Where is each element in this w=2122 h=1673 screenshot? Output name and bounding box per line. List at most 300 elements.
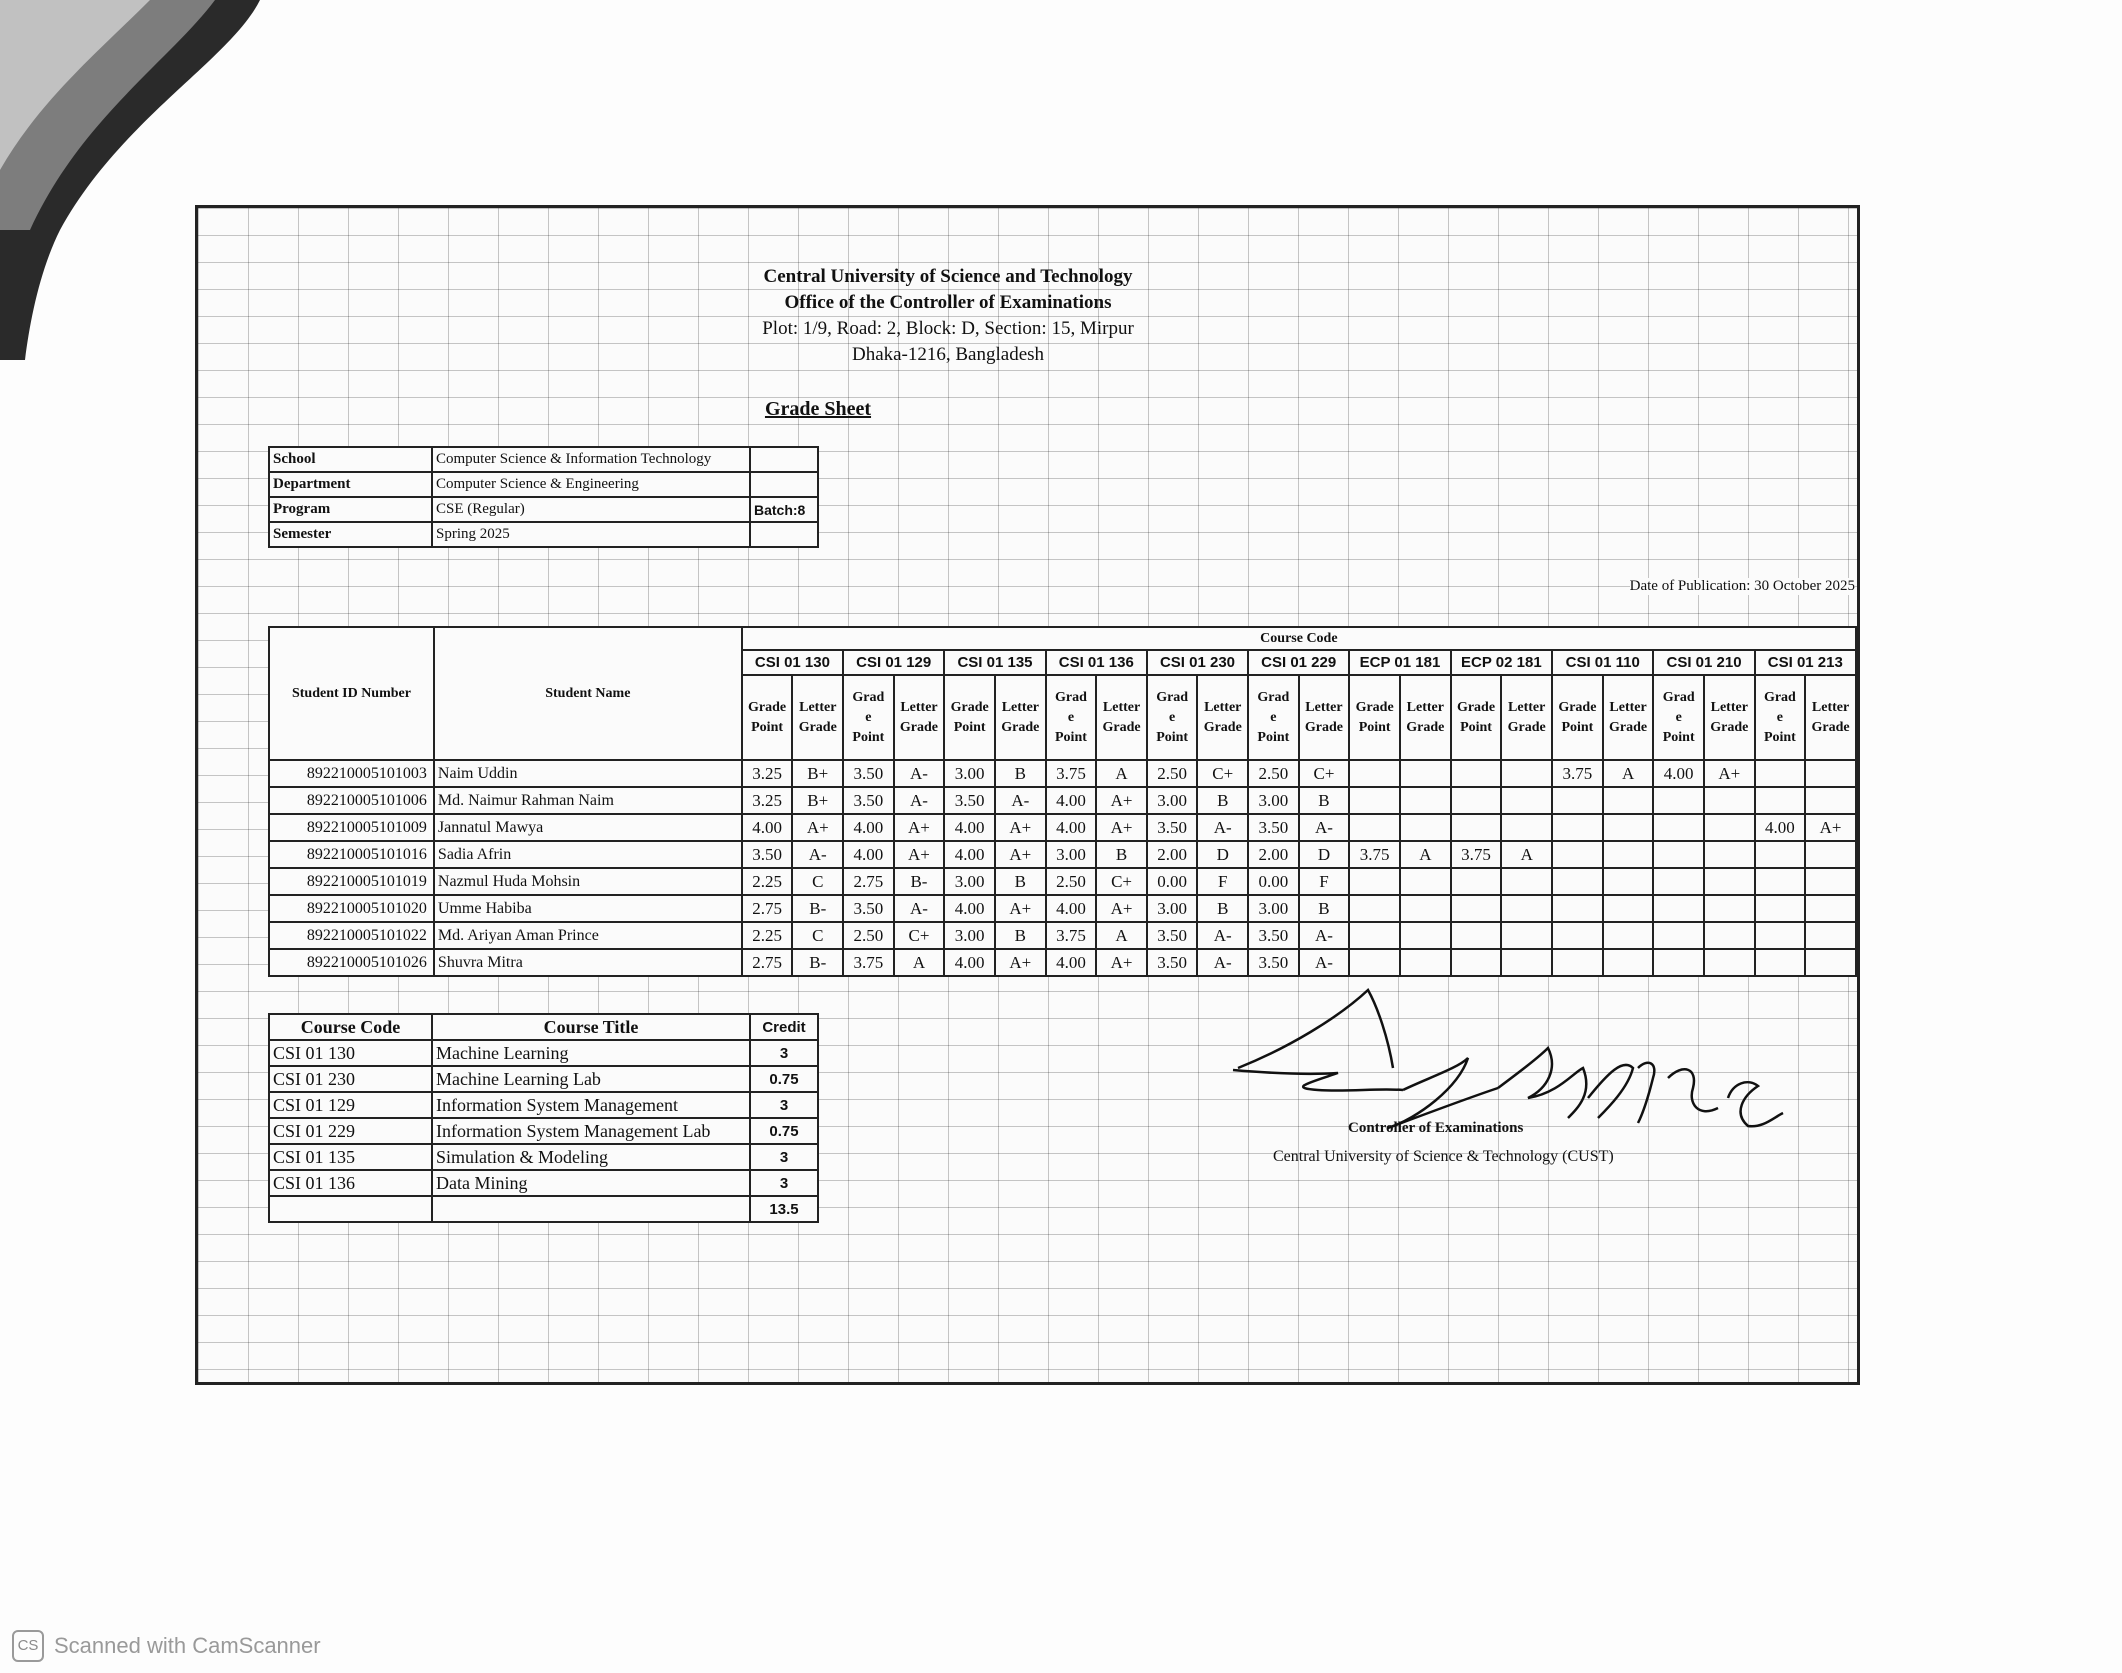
controller-title: Controller of Examinations xyxy=(1348,1120,1524,1136)
grade-point-cell: 2.00 xyxy=(1147,841,1198,868)
letter-grade-cell: A+ xyxy=(1805,814,1856,841)
grade-point-cell xyxy=(1349,895,1400,922)
grade-sheet xyxy=(195,205,1860,1385)
sub-header-word: Point xyxy=(1055,729,1087,745)
sub-header-word: Grade xyxy=(798,719,837,735)
student-id: 892210005101026 xyxy=(269,949,434,976)
grade-point-cell: 3.00 xyxy=(944,922,995,949)
total-credit: 13.5 xyxy=(750,1196,818,1222)
course-code-2: CSI 01 135 xyxy=(944,650,1045,675)
grade-point-cell xyxy=(1653,949,1704,976)
grade-point-cell xyxy=(1755,949,1806,976)
sub-header-word: Grade xyxy=(950,699,989,715)
course-credit: 0.75 xyxy=(750,1118,818,1144)
grade-point-cell: 4.00 xyxy=(1653,760,1704,787)
sub-header-word: Letter xyxy=(799,699,837,715)
student-name-header: Student Name xyxy=(434,627,742,760)
course-title: Information System Management xyxy=(432,1092,750,1118)
grade-point-header xyxy=(742,675,793,760)
letter-grade-cell xyxy=(1400,814,1451,841)
letter-grade-cell xyxy=(1501,922,1552,949)
table-row xyxy=(269,787,1856,814)
course-code-8: CSI 01 110 xyxy=(1552,650,1653,675)
course-title: Machine Learning Lab xyxy=(432,1066,750,1092)
letter-grade-cell xyxy=(1704,922,1755,949)
grade-point-header xyxy=(1147,675,1198,760)
letter-grade-cell: C+ xyxy=(894,922,945,949)
letter-grade-header xyxy=(1400,675,1451,760)
grade-point-cell: 3.50 xyxy=(944,787,995,814)
sub-header-word: Grad xyxy=(852,689,885,705)
letter-grade-cell xyxy=(1501,787,1552,814)
grade-point-cell: 2.75 xyxy=(843,868,894,895)
grade-point-cell: 2.25 xyxy=(742,922,793,949)
sub-header-word: Letter xyxy=(1710,699,1748,715)
letter-grade-header xyxy=(1299,675,1350,760)
grade-point-cell: 4.00 xyxy=(1046,787,1097,814)
grade-point-header xyxy=(1552,675,1603,760)
letter-grade-header xyxy=(1704,675,1755,760)
sub-header-word: Grade xyxy=(1102,719,1141,735)
letter-grade-header xyxy=(894,675,945,760)
grade-point-cell xyxy=(1349,787,1400,814)
grade-point-cell xyxy=(1552,841,1603,868)
letter-grade-cell: B xyxy=(995,760,1046,787)
sub-header-word: Grade xyxy=(1811,719,1850,735)
letter-grade-cell xyxy=(1805,787,1856,814)
course-code: CSI 01 129 xyxy=(269,1092,432,1118)
letter-grade-header xyxy=(1501,675,1552,760)
letter-grade-cell xyxy=(1603,895,1654,922)
sub-header-word: Point xyxy=(1460,719,1492,735)
sub-header-word: e xyxy=(1776,709,1783,725)
letter-grade-cell: A- xyxy=(1299,814,1350,841)
grade-point-cell xyxy=(1451,787,1502,814)
sub-header-word: e xyxy=(865,709,872,725)
sub-header-word: e xyxy=(1169,709,1176,725)
grade-point-cell: 2.25 xyxy=(742,868,793,895)
sub-header-word: Grade xyxy=(1304,719,1343,735)
sub-header-word: Grade xyxy=(899,719,939,735)
semester-value: Spring 2025 xyxy=(432,522,750,547)
sub-header-word: e xyxy=(1067,709,1075,725)
grade-point-cell: 3.50 xyxy=(1147,814,1198,841)
grade-point-header xyxy=(1755,675,1806,760)
grade-point-header xyxy=(1046,675,1097,760)
student-name: Umme Habiba xyxy=(434,895,742,922)
grade-point-cell: 3.75 xyxy=(1046,922,1097,949)
course-title: Data Mining xyxy=(432,1170,750,1196)
letter-grade-cell: A- xyxy=(894,760,945,787)
student-name: Md. Ariyan Aman Prince xyxy=(434,922,742,949)
letter-grade-cell: A+ xyxy=(894,814,945,841)
sub-header-word: Grade xyxy=(1609,719,1648,735)
letter-grade-cell xyxy=(1400,922,1451,949)
letter-grade-cell: F xyxy=(1197,868,1248,895)
letter-grade-cell: A+ xyxy=(1704,760,1755,787)
grade-point-cell: 2.75 xyxy=(742,949,793,976)
grade-point-cell: 3.25 xyxy=(742,787,793,814)
grade-point-header xyxy=(843,675,894,760)
grade-point-cell: 4.00 xyxy=(742,814,793,841)
letter-grade-cell: A- xyxy=(1197,922,1248,949)
letter-grade-cell: B xyxy=(1299,895,1350,922)
letter-grade-cell: A+ xyxy=(792,814,843,841)
letter-grade-cell xyxy=(1704,787,1755,814)
student-id: 892210005101006 xyxy=(269,787,434,814)
course-code: CSI 01 130 xyxy=(269,1040,432,1066)
student-name: Md. Naimur Rahman Naim xyxy=(434,787,742,814)
table-row xyxy=(269,868,1856,895)
letter-grade-cell xyxy=(1400,868,1451,895)
letter-grade-cell xyxy=(1603,949,1654,976)
letter-grade-cell: B- xyxy=(792,949,843,976)
sub-header-word: Point xyxy=(953,719,986,735)
course-code: CSI 01 136 xyxy=(269,1170,432,1196)
letter-grade-cell: A- xyxy=(1299,922,1350,949)
course-code: CSI 01 229 xyxy=(269,1118,432,1144)
letter-grade-cell: A xyxy=(1501,841,1552,868)
sub-header-word: Letter xyxy=(1305,699,1343,715)
letter-grade-cell: A+ xyxy=(1096,814,1147,841)
letter-grade-header xyxy=(1805,675,1856,760)
grade-point-cell: 3.50 xyxy=(1248,949,1299,976)
grade-point-header xyxy=(1653,675,1704,760)
letter-grade-cell: A xyxy=(894,949,945,976)
letter-grade-cell xyxy=(1805,949,1856,976)
letter-grade-cell: C xyxy=(792,868,843,895)
letter-grade-cell: F xyxy=(1299,868,1350,895)
letter-grade-cell: C+ xyxy=(1096,868,1147,895)
letter-grade-cell xyxy=(1400,895,1451,922)
letter-grade-cell: A xyxy=(1096,760,1147,787)
letter-grade-cell: A+ xyxy=(995,814,1046,841)
letter-grade-cell: A xyxy=(1603,760,1654,787)
grade-point-cell: 4.00 xyxy=(1755,814,1806,841)
letter-grade-cell xyxy=(1704,895,1755,922)
batch-value: Batch:8 xyxy=(750,497,818,522)
school-value: Computer Science & Information Technology xyxy=(432,447,750,472)
grade-point-cell: 3.00 xyxy=(1248,787,1299,814)
course-code-header: Course Code xyxy=(742,627,1856,650)
address-line-2: Dhaka-1216, Bangladesh xyxy=(851,344,1045,365)
grade-point-cell: 3.75 xyxy=(1552,760,1603,787)
sub-header-word: Point xyxy=(852,729,885,745)
letter-grade-cell: B xyxy=(995,922,1046,949)
grade-point-cell xyxy=(1451,814,1502,841)
sub-header-word: Letter xyxy=(1102,699,1141,715)
grade-point-cell xyxy=(1552,922,1603,949)
course-credit: 0.75 xyxy=(750,1066,818,1092)
sub-header-word: Letter xyxy=(900,699,938,715)
grade-point-cell xyxy=(1349,949,1400,976)
sub-header-word: Grad xyxy=(1257,689,1290,705)
letter-grade-cell xyxy=(1400,949,1451,976)
table-row xyxy=(269,1040,818,1066)
student-id: 892210005101022 xyxy=(269,922,434,949)
letter-grade-cell: A xyxy=(1400,841,1451,868)
letter-grade-cell: B- xyxy=(792,895,843,922)
letter-grade-cell: C xyxy=(792,922,843,949)
student-name: Nazmul Huda Mohsin xyxy=(434,868,742,895)
grade-point-cell xyxy=(1755,760,1806,787)
grade-point-cell: 3.50 xyxy=(742,841,793,868)
letter-grade-cell xyxy=(1704,814,1755,841)
sub-header-word: Grade xyxy=(1203,719,1242,735)
course-code-7: ECP 02 181 xyxy=(1451,650,1552,675)
table-row xyxy=(269,1144,818,1170)
letter-grade-cell: A- xyxy=(1299,949,1350,976)
letter-grade-cell xyxy=(1805,841,1856,868)
letter-grade-header xyxy=(995,675,1046,760)
grade-point-header xyxy=(1349,675,1400,760)
grade-point-cell: 4.00 xyxy=(1046,895,1097,922)
grade-point-cell: 3.00 xyxy=(1046,841,1097,868)
sub-header-word: Grade xyxy=(1001,719,1040,735)
sub-header-word: Grade xyxy=(748,699,787,715)
letter-grade-cell: A- xyxy=(995,787,1046,814)
grade-point-cell: 0.00 xyxy=(1147,868,1198,895)
student-id: 892210005101016 xyxy=(269,841,434,868)
grade-point-cell xyxy=(1755,868,1806,895)
program-label: Program xyxy=(269,497,432,522)
office-name: Office of the Controller of Examinations xyxy=(784,292,1112,313)
sub-header-word: Letter xyxy=(1811,699,1850,715)
table-row xyxy=(269,814,1856,841)
sub-header-word: Point xyxy=(1156,729,1189,745)
course-code-5: CSI 01 229 xyxy=(1248,650,1349,675)
letter-grade-cell: C+ xyxy=(1197,760,1248,787)
grade-point-cell: 3.00 xyxy=(944,760,995,787)
course-code-4: CSI 01 230 xyxy=(1147,650,1248,675)
grade-point-cell xyxy=(1451,868,1502,895)
letter-grade-cell xyxy=(1603,787,1654,814)
letter-grade-cell: A- xyxy=(792,841,843,868)
grade-point-cell xyxy=(1552,868,1603,895)
grade-point-cell: 4.00 xyxy=(944,841,995,868)
grade-point-cell: 4.00 xyxy=(843,841,894,868)
course-code-0: CSI 01 130 xyxy=(742,650,843,675)
grade-point-cell xyxy=(1552,814,1603,841)
course-credit: 3 xyxy=(750,1170,818,1196)
sub-header-word: Grade xyxy=(1558,699,1597,715)
grade-point-cell: 3.75 xyxy=(1046,760,1097,787)
student-name: Sadia Afrin xyxy=(434,841,742,868)
letter-grade-cell: A- xyxy=(1197,949,1248,976)
grades-table xyxy=(268,626,1857,977)
course-credit: 3 xyxy=(750,1092,818,1118)
grade-point-cell: 4.00 xyxy=(843,814,894,841)
letter-grade-cell: B xyxy=(1299,787,1350,814)
grade-point-cell xyxy=(1349,922,1400,949)
course-credit: 3 xyxy=(750,1144,818,1170)
letter-grade-cell: A+ xyxy=(1096,787,1147,814)
page-title: Grade Sheet xyxy=(764,398,872,420)
letter-grade-cell: B+ xyxy=(792,787,843,814)
grade-point-cell: 3.50 xyxy=(843,787,894,814)
sub-header-word: Point xyxy=(1561,719,1594,735)
grade-point-cell: 3.50 xyxy=(1248,922,1299,949)
grade-point-header xyxy=(1248,675,1299,760)
grade-point-cell xyxy=(1755,787,1806,814)
table-row xyxy=(269,1118,818,1144)
grade-point-cell xyxy=(1451,949,1502,976)
sub-header-word: Point xyxy=(1358,719,1391,735)
student-id-header: Student ID Number xyxy=(269,627,434,760)
sub-header-word: Grade xyxy=(1355,699,1394,715)
grade-point-cell: 2.75 xyxy=(742,895,793,922)
sub-header-word: Grad xyxy=(1763,689,1796,705)
semester-label: Semester xyxy=(269,522,432,547)
grade-point-cell xyxy=(1349,760,1400,787)
sub-header-word: Letter xyxy=(1508,699,1546,715)
grade-point-cell: 4.00 xyxy=(1046,949,1097,976)
sub-header-word: Letter xyxy=(1406,699,1444,715)
letter-grade-cell xyxy=(1603,814,1654,841)
camscanner-watermark: Scanned with CamScanner xyxy=(54,1633,321,1658)
letter-grade-cell: A xyxy=(1096,922,1147,949)
grade-point-cell xyxy=(1755,841,1806,868)
grade-point-cell xyxy=(1451,922,1502,949)
letter-grade-cell: B xyxy=(1197,787,1248,814)
sub-header-word: e xyxy=(1675,709,1682,725)
grade-point-cell xyxy=(1349,868,1400,895)
grade-point-cell xyxy=(1755,895,1806,922)
letter-grade-cell xyxy=(1805,760,1856,787)
info-table xyxy=(268,446,819,548)
grade-point-cell: 3.75 xyxy=(843,949,894,976)
grade-point-cell: 3.00 xyxy=(1248,895,1299,922)
letter-grade-cell: A+ xyxy=(995,949,1046,976)
student-id: 892210005101020 xyxy=(269,895,434,922)
sub-header-word: e xyxy=(1270,709,1277,725)
table-row xyxy=(269,949,1856,976)
letter-grade-cell xyxy=(1805,895,1856,922)
table-row xyxy=(269,1170,818,1196)
sub-header-word: Letter xyxy=(1204,699,1242,715)
grade-point-cell: 3.50 xyxy=(843,760,894,787)
grade-point-header xyxy=(1451,675,1502,760)
grade-point-cell: 3.00 xyxy=(1147,787,1198,814)
letter-grade-cell: A+ xyxy=(995,841,1046,868)
university-name: Central University of Science and Technology xyxy=(763,266,1133,287)
letter-grade-header xyxy=(1096,675,1147,760)
program-value: CSE (Regular) xyxy=(432,497,750,522)
department-value: Computer Science & Engineering xyxy=(432,472,750,497)
grade-point-cell xyxy=(1653,841,1704,868)
grade-point-cell xyxy=(1552,949,1603,976)
school-label: School xyxy=(269,447,432,472)
grade-point-cell: 3.00 xyxy=(944,868,995,895)
grade-point-cell: 4.00 xyxy=(944,895,995,922)
grade-point-cell xyxy=(1552,895,1603,922)
letter-grade-cell xyxy=(1501,760,1552,787)
letter-grade-cell: A- xyxy=(894,787,945,814)
letter-grade-cell: A+ xyxy=(894,841,945,868)
letter-grade-cell xyxy=(1603,868,1654,895)
letter-grade-cell: D xyxy=(1197,841,1248,868)
grade-point-cell: 3.25 xyxy=(742,760,793,787)
student-name: Shuvra Mitra xyxy=(434,949,742,976)
grade-point-cell xyxy=(1349,814,1400,841)
total-row xyxy=(269,1196,818,1222)
grade-point-cell: 0.00 xyxy=(1248,868,1299,895)
letter-grade-cell xyxy=(1603,922,1654,949)
grade-point-cell xyxy=(1451,760,1502,787)
grade-point-cell: 3.50 xyxy=(1147,949,1198,976)
letter-grade-cell: A+ xyxy=(1096,895,1147,922)
letter-grade-header xyxy=(1197,675,1248,760)
grade-point-cell xyxy=(1653,868,1704,895)
grade-point-cell: 2.50 xyxy=(1046,868,1097,895)
sub-header-word: Grad xyxy=(1662,689,1695,705)
grade-point-cell xyxy=(1451,895,1502,922)
course-code-3: CSI 01 136 xyxy=(1046,650,1147,675)
credit-col-header: Credit xyxy=(750,1014,818,1040)
grade-point-cell: 4.00 xyxy=(1046,814,1097,841)
grade-point-cell: 2.00 xyxy=(1248,841,1299,868)
grade-point-cell: 3.50 xyxy=(1248,814,1299,841)
grade-point-cell: 3.50 xyxy=(1147,922,1198,949)
letter-grade-cell xyxy=(1704,868,1755,895)
letter-grade-cell: B- xyxy=(894,868,945,895)
course-credits-table xyxy=(268,1013,819,1223)
grade-point-cell: 3.75 xyxy=(1451,841,1502,868)
letter-grade-header xyxy=(1603,675,1654,760)
letter-grade-cell xyxy=(1400,787,1451,814)
grade-point-cell: 4.00 xyxy=(944,814,995,841)
course-code: CSI 01 135 xyxy=(269,1144,432,1170)
letter-grade-header xyxy=(792,675,843,760)
grade-point-cell: 3.75 xyxy=(1349,841,1400,868)
course-code-9: CSI 01 210 xyxy=(1653,650,1754,675)
letter-grade-cell xyxy=(1805,868,1856,895)
grade-point-cell xyxy=(1653,814,1704,841)
camscanner-logo: CS xyxy=(12,1630,44,1662)
course-code: CSI 01 230 xyxy=(269,1066,432,1092)
sub-header-word: Grade xyxy=(1710,719,1749,735)
grade-point-cell xyxy=(1653,895,1704,922)
course-title: Machine Learning xyxy=(432,1040,750,1066)
sub-header-word: Letter xyxy=(1609,699,1647,715)
course-code-6: ECP 01 181 xyxy=(1349,650,1450,675)
student-id: 892210005101019 xyxy=(269,868,434,895)
letter-grade-cell: B xyxy=(1096,841,1147,868)
grade-point-cell xyxy=(1653,922,1704,949)
letter-grade-cell xyxy=(1805,922,1856,949)
sub-header-word: Grade xyxy=(1507,719,1546,735)
table-row xyxy=(269,922,1856,949)
table-row xyxy=(269,895,1856,922)
letter-grade-cell xyxy=(1704,949,1755,976)
letter-grade-cell: B xyxy=(995,868,1046,895)
grade-point-cell: 3.50 xyxy=(843,895,894,922)
letter-grade-cell xyxy=(1501,949,1552,976)
grade-point-cell xyxy=(1755,922,1806,949)
letter-grade-cell xyxy=(1501,814,1552,841)
controller-institution: Central University of Science & Technology (CUST) xyxy=(1273,1148,1614,1165)
letter-grade-cell xyxy=(1704,841,1755,868)
letter-grade-cell: A- xyxy=(1197,814,1248,841)
grade-point-cell: 2.50 xyxy=(1248,760,1299,787)
sub-header-word: Point xyxy=(751,719,784,735)
address-line-1: Plot: 1/9, Road: 2, Block: D, Section: 15, Mirpur xyxy=(762,318,1134,339)
table-row xyxy=(269,760,1856,787)
grade-point-cell xyxy=(1653,787,1704,814)
student-name: Naim Uddin xyxy=(434,760,742,787)
sub-header-word: Grade xyxy=(1456,699,1496,715)
letter-grade-cell xyxy=(1400,760,1451,787)
